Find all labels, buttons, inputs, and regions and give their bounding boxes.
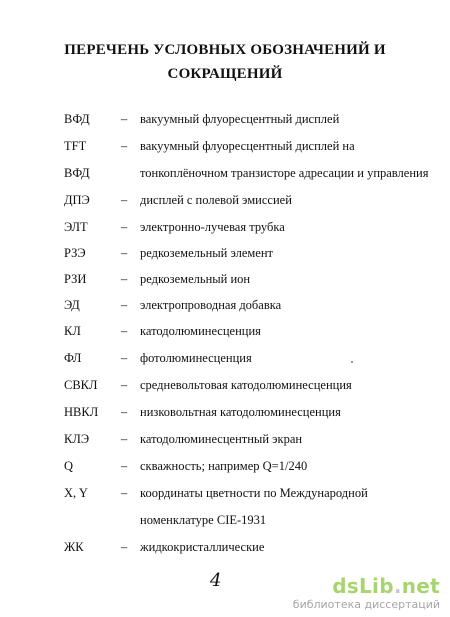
watermark-logo	[293, 574, 440, 598]
abbreviation-row	[0, 112, 450, 132]
definition: электропроводная добавка	[140, 298, 282, 312]
dash-separator: –	[121, 432, 128, 446]
dash-separator: –	[121, 324, 128, 338]
abbreviation-row	[0, 432, 450, 452]
definition: катодолюминесценция	[140, 324, 261, 338]
abbreviation-row	[0, 459, 450, 479]
definition: координаты цветности по Международной	[140, 486, 368, 500]
abbreviation: ВФД	[64, 166, 90, 180]
abbreviation: TFT	[64, 139, 87, 153]
watermark-logo-left: dsLib	[332, 574, 394, 598]
abbreviation: НВКЛ	[64, 405, 99, 419]
definition: жидкокристаллические	[140, 540, 265, 554]
abbreviation: ЭЛТ	[64, 220, 88, 234]
definition: вакуумный флуоресцентный дисплей на	[140, 139, 355, 153]
definition: редкоземельный ион	[140, 272, 251, 286]
abbreviation: КЛ	[64, 324, 81, 338]
dash-separator: –	[121, 486, 128, 500]
abbreviation-row	[0, 486, 450, 506]
watermark-subtitle: библиотека диссертаций	[292, 598, 440, 611]
abbreviation: ДПЭ	[64, 193, 90, 207]
definition: редкоземельный элемент	[140, 246, 274, 260]
definition: скважность; например Q=1/240	[140, 459, 308, 473]
dash-separator: –	[121, 112, 128, 126]
abbreviation-row	[0, 272, 450, 292]
dash-separator: –	[121, 540, 128, 554]
definition: катодолюминесцентный экран	[140, 432, 303, 446]
page-number: 4	[210, 570, 222, 591]
watermark-logo-right: net	[401, 574, 440, 598]
dash-separator: –	[121, 139, 128, 153]
page-title-line-2: СОКРАЩЕНИЙ	[167, 66, 283, 82]
abbreviation-row	[0, 513, 450, 533]
dash-separator: –	[121, 459, 128, 473]
abbreviation: ЖК	[64, 540, 84, 554]
abbreviation: ЭД	[64, 298, 80, 312]
scan-speck	[351, 361, 353, 363]
abbreviation: СВКЛ	[64, 378, 98, 392]
dash-separator: –	[121, 378, 128, 392]
abbreviation: ФЛ	[64, 351, 82, 365]
watermark-logo-dot: .	[393, 574, 402, 598]
dash-separator: –	[121, 193, 128, 207]
abbreviation: Q	[64, 459, 74, 473]
definition: фотолюминесценция	[140, 351, 252, 365]
watermark	[293, 574, 440, 611]
definition: вакуумный флуоресцентный дисплей	[140, 112, 340, 126]
abbreviation-row	[0, 405, 450, 425]
abbreviation: КЛЭ	[64, 432, 90, 446]
abbreviation: X, Y	[64, 486, 88, 500]
abbreviation-row	[0, 298, 450, 318]
definition: средневольтовая катодолюминесценция	[140, 378, 352, 392]
definition: тонкоплёночном транзисторе адресации и управления	[140, 166, 429, 180]
page-title-line-1: ПЕРЕЧЕНЬ УСЛОВНЫХ ОБОЗНАЧЕНИЙ И	[64, 42, 386, 58]
abbreviation-row	[0, 220, 450, 240]
dash-separator: –	[121, 246, 128, 260]
abbreviation: ВФД	[64, 112, 90, 126]
dash-separator: –	[121, 272, 128, 286]
dash-separator: –	[121, 351, 128, 365]
abbreviation-row	[0, 378, 450, 398]
abbreviation: РЗИ	[64, 272, 87, 286]
dash-separator: –	[121, 405, 128, 419]
abbreviation-row	[0, 193, 450, 213]
abbreviation-row	[0, 246, 450, 266]
abbreviation: РЗЭ	[64, 246, 86, 260]
abbreviation-row	[0, 166, 450, 186]
definition: номенклатуре CIE-1931	[140, 513, 267, 527]
dash-separator: –	[121, 298, 128, 312]
abbreviation-row	[0, 324, 450, 344]
abbreviation-row	[0, 540, 450, 560]
abbreviation-row	[0, 139, 450, 159]
definition: дисплей с полевой эмиссией	[140, 193, 292, 207]
dash-separator: –	[121, 220, 128, 234]
definition: низковольтная катодолюминесценция	[140, 405, 341, 419]
definition: электронно-лучевая трубка	[140, 220, 285, 234]
abbreviation-row	[0, 351, 450, 371]
